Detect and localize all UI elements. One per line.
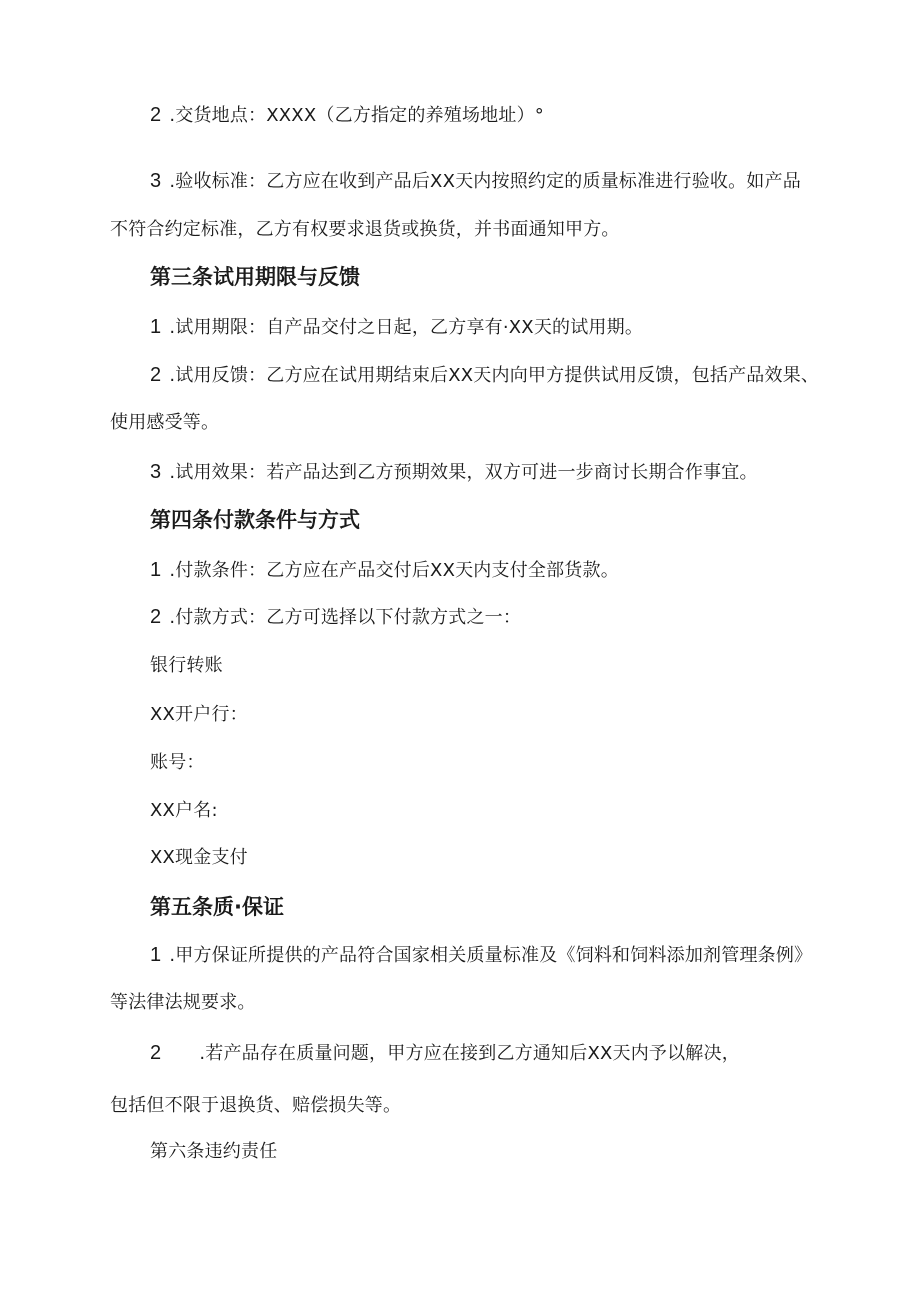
section-heading-article-5 — [150, 895, 284, 919]
clause-5-2 — [150, 1041, 740, 1066]
item-number: 3 — [150, 170, 162, 192]
clause-2-2 — [150, 103, 544, 128]
paragraph-text: 不符合约定标准，乙方有权要求退货或换货，并书面通知甲方。 — [110, 219, 620, 240]
paragraph-text: .试用效果：若产品达到乙方预期效果，双方可进一步商讨长期合作事宜。 — [169, 462, 758, 483]
payment-option-cash — [150, 846, 248, 870]
clause-3-3 — [150, 460, 758, 485]
clause-3-2 — [150, 363, 819, 388]
clause-3-1 — [150, 315, 643, 340]
clause-5-1-continued — [110, 991, 256, 1015]
item-number: 2 — [150, 606, 162, 628]
heading-text: 第五条质·保证 — [150, 895, 284, 919]
paragraph-text: 银行转账 — [150, 655, 223, 676]
payment-account-number — [150, 751, 205, 775]
payment-option-bank-transfer — [150, 654, 223, 678]
heading-text: 第四条付款条件与方式 — [150, 508, 360, 532]
payment-bank-name — [150, 703, 248, 727]
paragraph-text: 等法律法规要求。 — [110, 992, 256, 1013]
paragraph-text: .试用期限：自产品交付之日起，乙方享有·XX天的试用期。 — [169, 317, 644, 338]
item-number: 1 — [150, 944, 162, 966]
payment-account-name — [150, 799, 218, 823]
paragraph-text: .付款条件：乙方应在产品交付后XX天内支付全部货款。 — [169, 560, 619, 581]
clause-4-1 — [150, 558, 619, 583]
item-number: 1 — [150, 559, 162, 581]
paragraph-text: XX现金支付 — [150, 847, 248, 868]
section-heading-article-3 — [150, 265, 360, 289]
paragraph-text: 包括但不限于退换货、赔偿损失等。 — [110, 1095, 402, 1116]
item-number: 2 — [150, 104, 162, 126]
item-number: 2 — [150, 1042, 162, 1064]
paragraph-text: XX开户行： — [150, 704, 248, 725]
item-number: 1 — [150, 316, 162, 338]
heading-text: 第三条试用期限与反馈 — [150, 265, 360, 289]
item-number: 3 — [150, 461, 162, 483]
heading-text: 第六条违约责任 — [150, 1141, 278, 1162]
clause-5-1 — [150, 943, 812, 968]
section-heading-article-6 — [150, 1140, 277, 1164]
paragraph-text: 账号： — [150, 752, 205, 773]
clause-2-3-continued — [110, 218, 620, 242]
clause-5-2-continued — [110, 1094, 401, 1118]
section-heading-article-4 — [150, 508, 360, 532]
paragraph-text: .甲方保证所提供的产品符合国家相关质量标准及《饲料和饲料添加剂管理条例》 — [169, 945, 813, 966]
paragraph-text: .付款方式：乙方可选择以下付款方式之一： — [169, 607, 522, 628]
paragraph-text: XX户名: — [150, 800, 218, 821]
paragraph-text: 使用感受等。 — [110, 412, 220, 433]
clause-4-2 — [150, 605, 521, 630]
item-number: 2 — [150, 364, 162, 386]
clause-3-2-continued — [110, 411, 219, 435]
paragraph-text: .验收标准：乙方应在收到产品后XX天内按照约定的质量标准进行验收。如产品 — [169, 171, 801, 192]
clause-2-3 — [150, 169, 801, 194]
paragraph-text: .交货地点：XXXX（乙方指定的养殖场地址）° — [169, 105, 544, 126]
paragraph-text: .若产品存在质量问题，甲方应在接到乙方通知后XX天内予以解决， — [199, 1043, 740, 1064]
paragraph-text: .试用反馈：乙方应在试用期结束后XX天内向甲方提供试用反馈，包括产品效果、 — [169, 365, 820, 386]
